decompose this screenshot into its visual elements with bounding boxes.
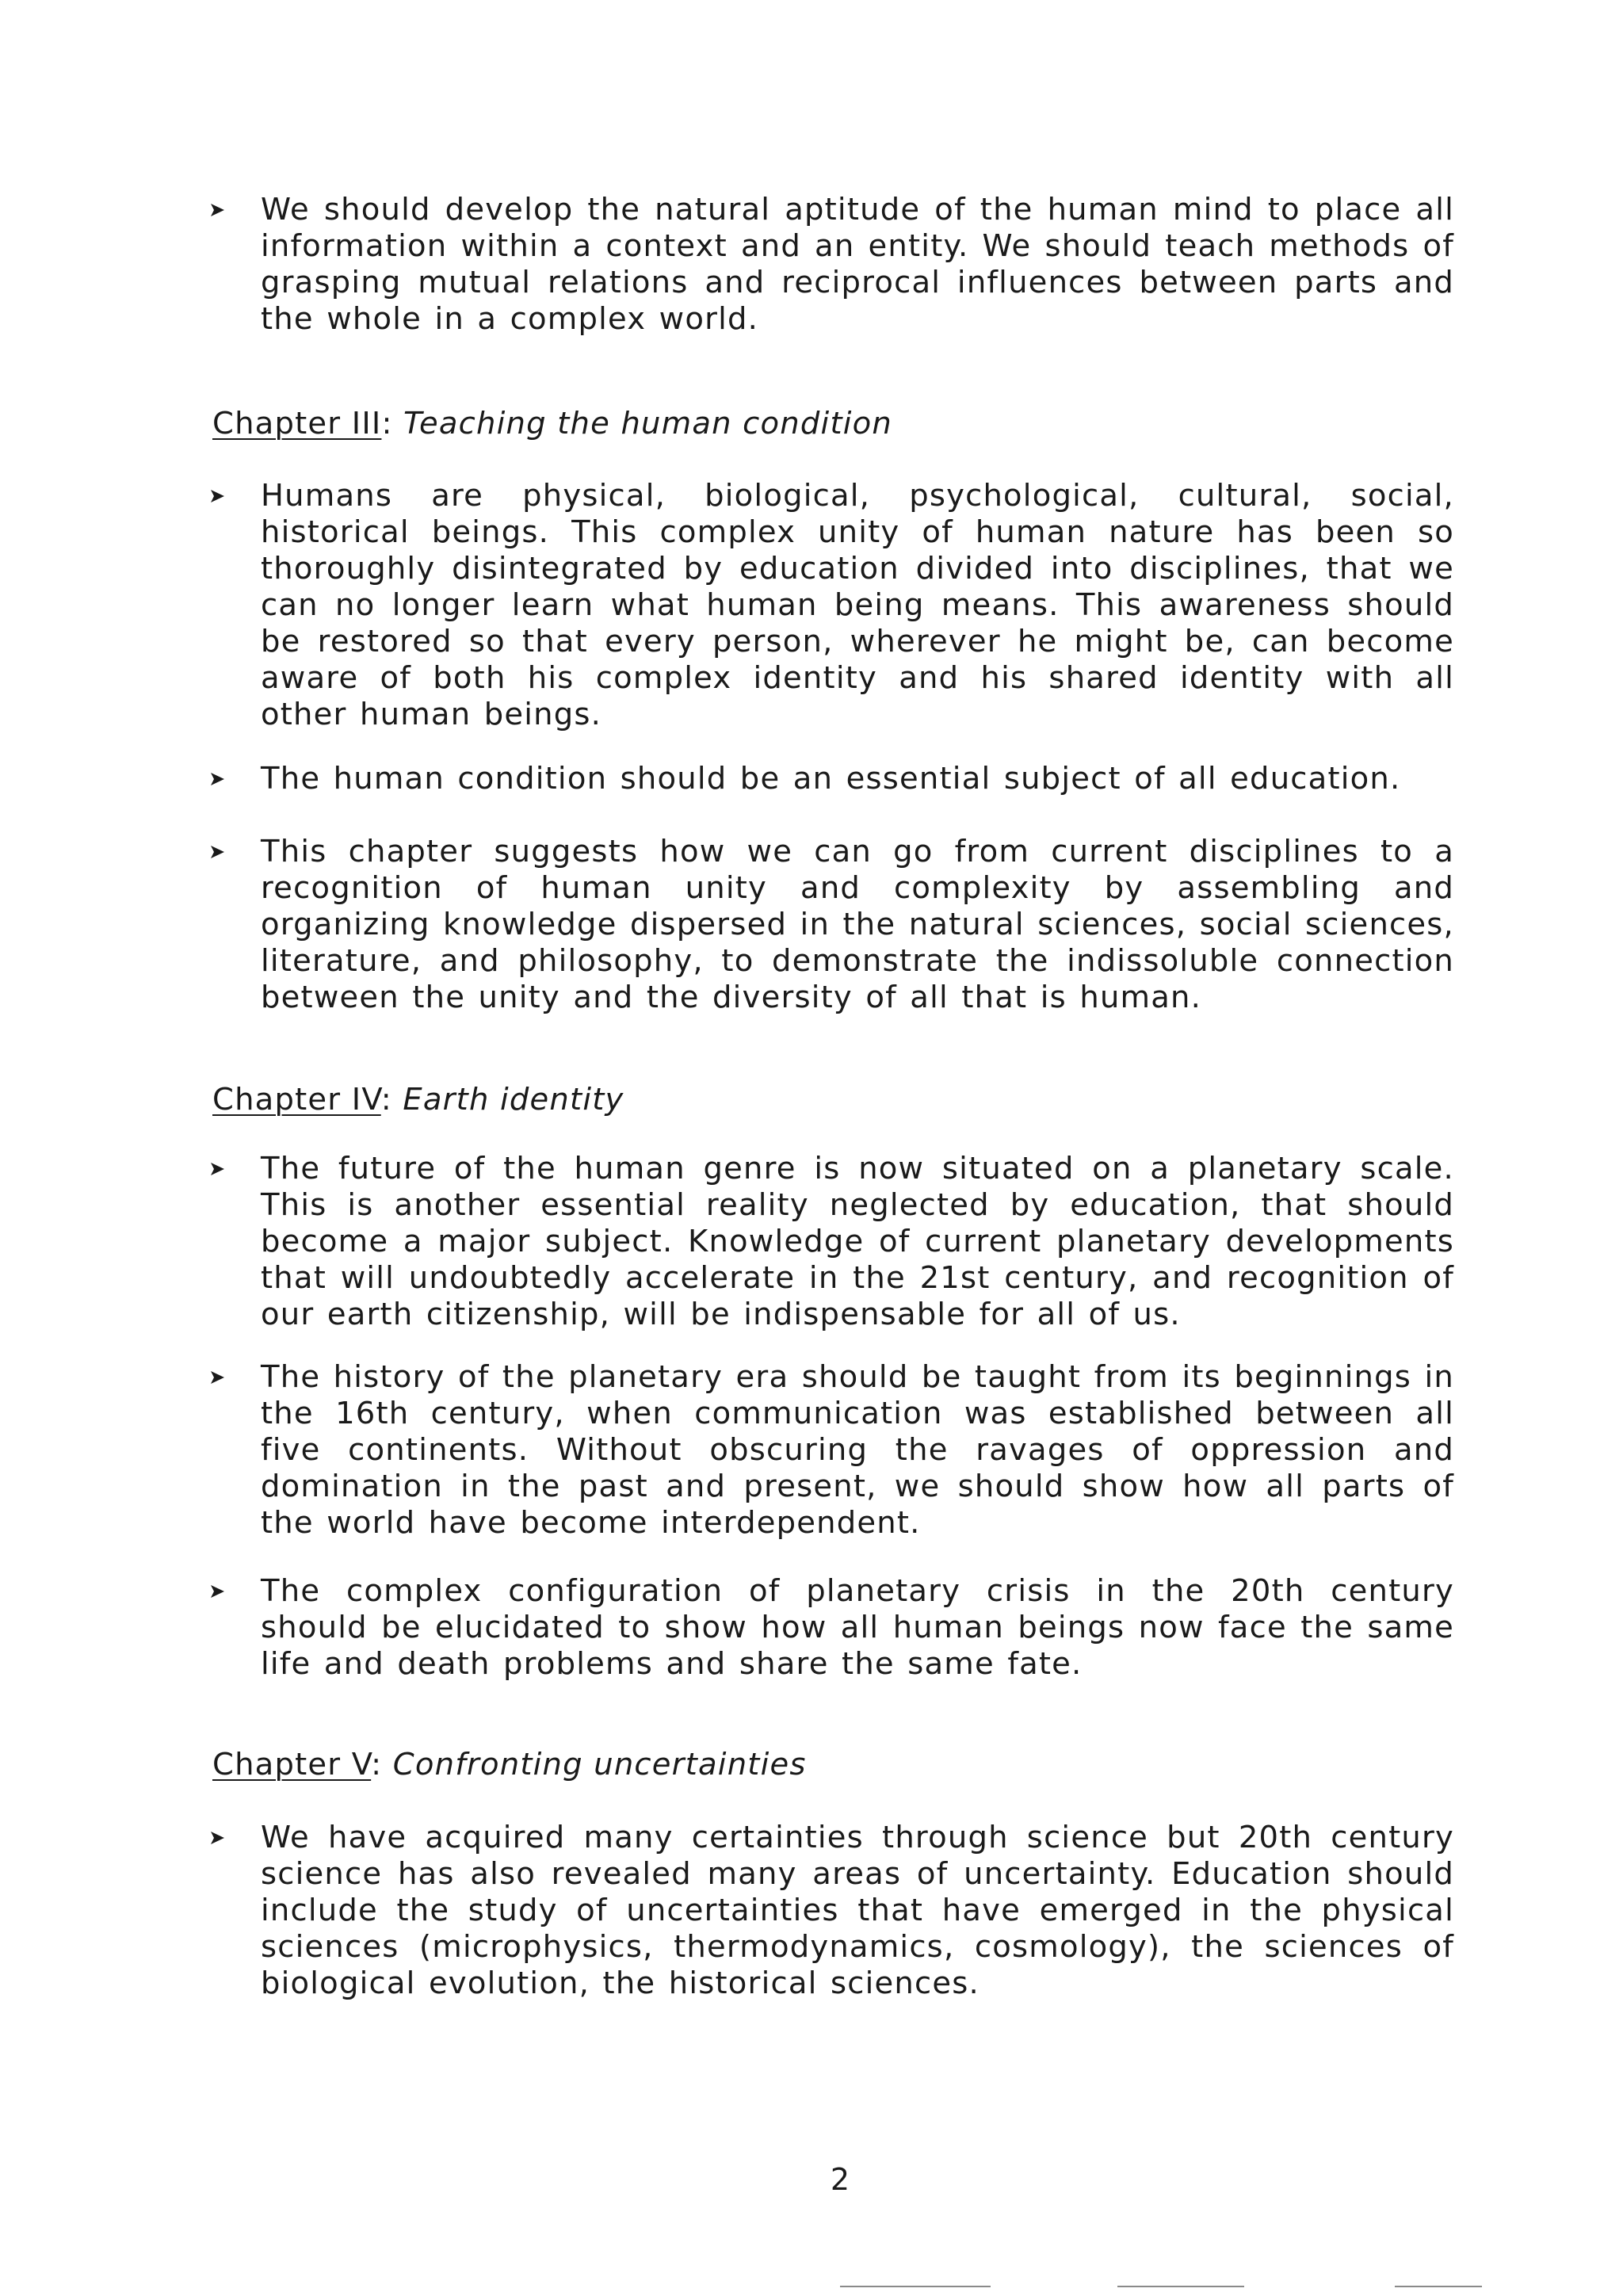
chapter-label: Chapter III — [212, 406, 382, 441]
bullet-item — [210, 1573, 1454, 1683]
chapter-separator: : — [381, 406, 404, 441]
bullet-item — [210, 834, 1454, 1016]
bullet-text: The future of the human genre is now situated on a planetary scale. This is another essential reality neglected by education, that should become a major subject. Knowledge of current planetary developments that will undoubtedly accelerate in the 21st century, and recognition of our earth citizenship, will be indispensable for all of us. — [261, 1151, 1454, 1332]
chapter-title: Confronting uncertainties — [392, 1747, 807, 1782]
bullet-item — [210, 192, 1454, 338]
arrowhead-bullet-icon — [210, 835, 226, 869]
chapter-label: Chapter IV — [212, 1082, 381, 1117]
arrowhead-bullet-icon — [210, 1152, 226, 1186]
bullet-text: The human condition should be an essential subject of all education. — [261, 761, 1401, 797]
arrowhead-bullet-icon — [210, 193, 226, 227]
page-number: 2 — [830, 2162, 850, 2197]
bullet-item — [210, 478, 1454, 733]
chapter-label: Chapter V — [212, 1747, 372, 1782]
bullet-text: Humans are physical, biological, psychological, cultural, social, historical beings. This complex unity of human nature has been so thoroughly disintegrated by education divided into disciplines, that we can no longer learn what human being means. This awareness should be restored so that every person, wherever he might be, can become aware of both his complex identity and his shared identity with all other human beings. — [261, 478, 1454, 732]
bullet-item — [210, 761, 1454, 797]
bullet-item — [210, 1151, 1454, 1333]
bullet-text: This chapter suggests how we can go from current disciplines to a recognition of human unity and complexity by assembling and organizing knowledge dispersed in the natural sciences, social sciences, literature, and philosophy, to demonstrate the indissoluble connection between the unity and the diversity of all that is human. — [261, 834, 1454, 1015]
arrowhead-bullet-icon — [210, 1575, 226, 1608]
bullet-text: The history of the planetary era should be taught from its beginnings in the 16th century, when communication was established between all five continents. Without obscuring the ravages of oppression and domination in the past and present, we should show how all parts of the world have become interdependent. — [261, 1359, 1454, 1541]
chapter-title: Teaching the human condition — [403, 406, 892, 441]
chapter-separator: : — [371, 1747, 393, 1782]
bullet-text: We have acquired many certainties through science but 20th century science has also revealed many areas of uncertainty. Education should include the study of uncertainties that have emerged in the physical sciences (microphysics, thermodynamics, cosmology), the sciences of biological evolution, the historical sciences. — [261, 1820, 1454, 2001]
chapter-heading — [212, 1747, 807, 1783]
chapter-heading — [212, 1082, 624, 1118]
chapter-heading — [212, 406, 892, 442]
bullet-text: The complex configuration of planetary crisis in the 20th century should be elucidated to show how all human beings now face the same life and death problems and share the same fate. — [261, 1573, 1454, 1682]
bullet-item — [210, 1359, 1454, 1541]
scan-artifact-line — [1395, 2286, 1482, 2287]
arrowhead-bullet-icon — [210, 1821, 226, 1855]
chapter-separator: : — [380, 1082, 403, 1117]
scan-artifact-line — [840, 2286, 991, 2287]
scan-artifact-line — [1117, 2286, 1244, 2287]
chapter-title: Earth identity — [403, 1082, 624, 1117]
arrowhead-bullet-icon — [210, 479, 226, 513]
arrowhead-bullet-icon — [210, 762, 226, 796]
arrowhead-bullet-icon — [210, 1361, 226, 1394]
bullet-item — [210, 1820, 1454, 2002]
bullet-text: We should develop the natural aptitude of the human mind to place all information within a context and an entity. We should teach methods of grasping mutual relations and reciprocal influences between parts and the whole in a complex world. — [261, 192, 1454, 337]
